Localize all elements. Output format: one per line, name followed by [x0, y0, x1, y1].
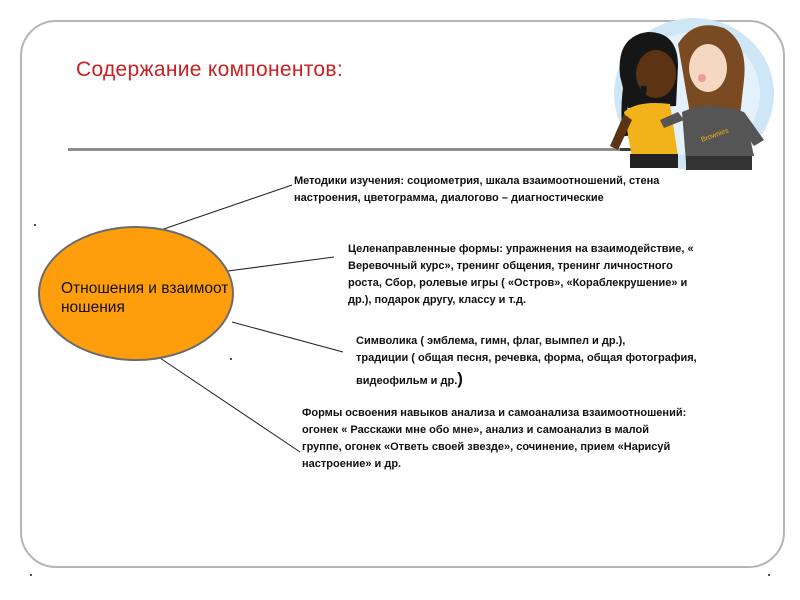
marker-dot — [768, 574, 770, 576]
text-line: роста, Сбор, ролевые игры ( «Остров», «Кораблекрушение» и — [348, 277, 688, 289]
text-line-wrap — [356, 370, 776, 390]
text-line: видеофильм и др. — [356, 375, 458, 387]
text-line: Символика ( эмблема, гимн, флаг, вымпел и др.), — [356, 335, 626, 347]
connector-line-2 — [228, 257, 334, 271]
text-block-forms — [348, 241, 768, 309]
marker-dot — [34, 224, 36, 226]
center-label: Отношения и взаимоотношения — [61, 280, 229, 316]
text-line: др.), подарок другу, классу и т.д. — [348, 294, 526, 306]
connector-line-1 — [155, 185, 292, 232]
connector-line-4 — [160, 358, 300, 452]
text-line: Методики изучения: социометрия, шкала взаимоотношений, стена — [294, 175, 660, 187]
text-line: Целенаправленные формы: упражнения на взаимодействие, « — [348, 243, 694, 255]
text-line: огонек « Расскажи мне обо мне», анализ и самоанализ в малой — [302, 424, 649, 436]
marker-dot — [230, 358, 232, 360]
badge-text: Brownies — [700, 127, 730, 144]
text-block-symbols — [356, 333, 776, 390]
marker-dot — [30, 574, 32, 576]
connector-line-3 — [232, 322, 343, 352]
text-block-methods — [294, 173, 774, 207]
text-line: Формы освоения навыков анализа и самоанализа взаимоотношений: — [302, 407, 687, 419]
text-line: традиции ( общая песня, речевка, форма, общая фотография, — [356, 352, 697, 364]
slide-title: Содержание компонентов: — [76, 58, 343, 81]
text-line: Веревочный курс», тренинг общения, тренинг личностного — [348, 260, 673, 272]
closing-paren: ) — [457, 369, 463, 388]
girls-illustration-icon — [598, 16, 774, 172]
text-line: группе, огонек «Ответь своей звезде», сочинение, прием «Нарисуй — [302, 441, 671, 453]
text-line: настроение» и др. — [302, 458, 402, 470]
text-block-analysis — [302, 405, 772, 473]
text-line: настроения, цветограмма, диалогово – диагностические — [294, 192, 604, 204]
